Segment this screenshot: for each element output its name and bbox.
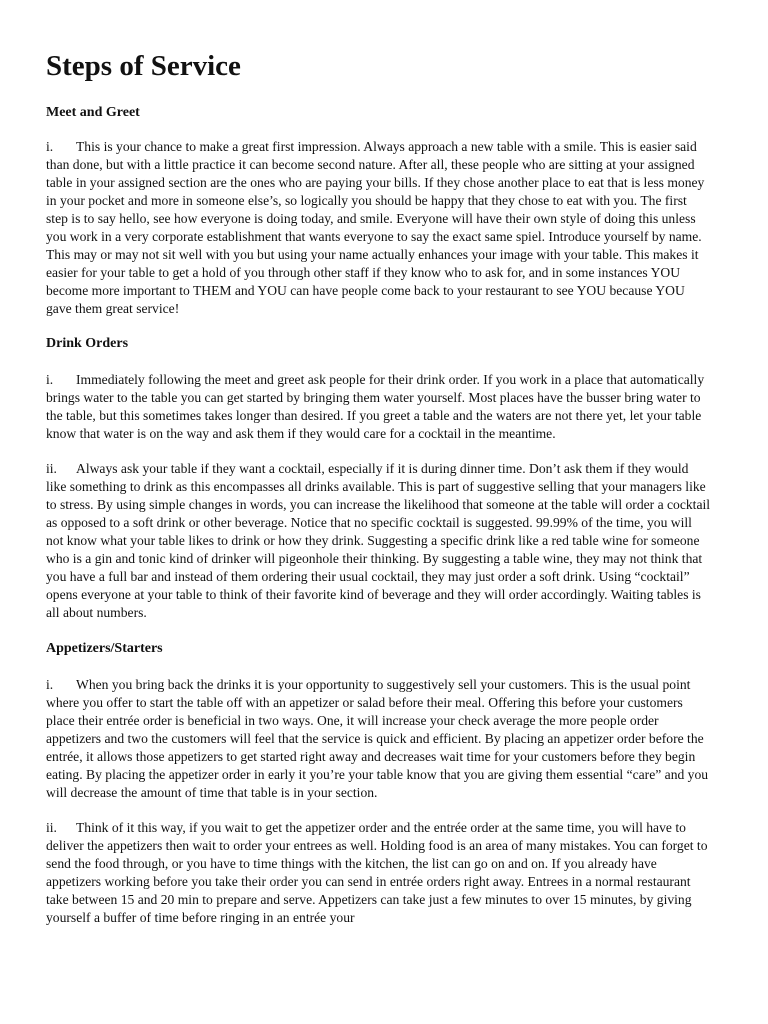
paragraph-number: i. <box>46 677 54 692</box>
paragraph-number: i. <box>46 372 54 387</box>
section-heading-drink-orders: Drink Orders <box>46 336 129 351</box>
paragraph-appetizers-2 <box>46 819 712 927</box>
paragraph-number: ii. <box>46 461 57 476</box>
paragraph-number: ii. <box>46 820 57 835</box>
section-heading-appetizers-starters: Appetizers/Starters <box>46 641 163 656</box>
paragraph-text: This is your chance to make a great first impression. Always approach a new table with a smile. This is easier said than done, but with a little practice it can become second nature. After all, these people who are sitting at your assigned table in your assigned section are the ones who are paying your bills. If they chose another place to eat that is less money in your pocket and more in someone else’s, so logically you should be happy that they chose to eat with you. The first step is to say hello, see how everyone is doing today, and smile. Everyone will have their own style of doing this unless you work in a very corporate establishment that wants everyone to say the exact same spiel. Introduce yourself by name. This may or may not sit well with you but using your name actually enhances your image with your table. This makes it easier for your table to get a hold of you through other staff if they know who to ask for, and in some instances YOU become more important to THEM and YOU can have people come back to your restaurant to see YOU because YOU gave them great service! <box>46 139 705 316</box>
paragraph-text: Always ask your table if they want a cocktail, especially if it is during dinner time. Don’t ask them if they would like something to drink as this encompasses all drinks available. This is part of suggestive selling that your managers like to stress. By using simple changes in words, you can increase the likelihood that someone at the table will order a cocktail as opposed to a soft drink or other beverage. Notice that no specific cocktail is suggested. 99.99% of the time, you will not know what your table likes to drink or how they drink. Suggesting a specific drink like a red table wine for someone who is a gin and tonic kind of drinker will pigeonhole their thinking. By suggesting a table wine, they may not think that you have a full bar and instead of them ordering their usual cocktail, they may just order a soft drink. Using “cocktail” opens everyone at your table to think of their favorite kind of beverage and they will order accordingly. Waiting tables is all about numbers. <box>46 461 711 620</box>
paragraph-appetizers-1 <box>46 676 712 802</box>
paragraph-drink-orders-1 <box>46 371 712 443</box>
document-title: Steps of Service <box>46 50 241 82</box>
paragraph-text: Immediately following the meet and greet ask people for their drink order. If you work in a place that automatically brings water to the table you can get started by bringing them water yourself. Most places have the busser bring water to the table, but this sometimes takes longer than desired. If you greet a table and the waters are not there yet, let your table know that water is on the way and ask them if they would care for a cocktail in the meantime. <box>46 372 705 441</box>
section-heading-meet-and-greet: Meet and Greet <box>46 105 140 120</box>
paragraph-text: Think of it this way, if you wait to get the appetizer order and the entrée order at the same time, you will have to deliver the appetizers then wait to order your entrees as well. Holding food is an area of many mistakes. You can forget to send the food through, or you have to time things with the kitchen, the list can go on and on. If you already have appetizers working before you take their order you can send in entrée orders right away. Entrees in a normal restaurant take between 15 and 20 min to prepare and serve. Appetizers can take just a few minutes to over 15 minutes, by giving yourself a buffer of time before ringing in an entrée your <box>46 820 708 925</box>
paragraph-meet-and-greet-1 <box>46 138 712 318</box>
paragraph-text: When you bring back the drinks it is your opportunity to suggestively sell your customers. This is the usual point where you offer to start the table off with an appetizer or salad before their meal. Offering this before your customers place their entrée order is beneficial in two ways. One, it will increase your check average the more people order appetizers and two the customers will feel that the service is quick and efficient. By placing an appetizer order before the entrée, it allows those appetizers to get started right away and decreases wait time for your customers before they begin eating. By placing the appetizer order in early it you’re your table know that you are giving them essential “care” and you will decrease the amount of time that table is in your section. <box>46 677 709 800</box>
paragraph-drink-orders-2 <box>46 460 712 622</box>
paragraph-number: i. <box>46 139 54 154</box>
